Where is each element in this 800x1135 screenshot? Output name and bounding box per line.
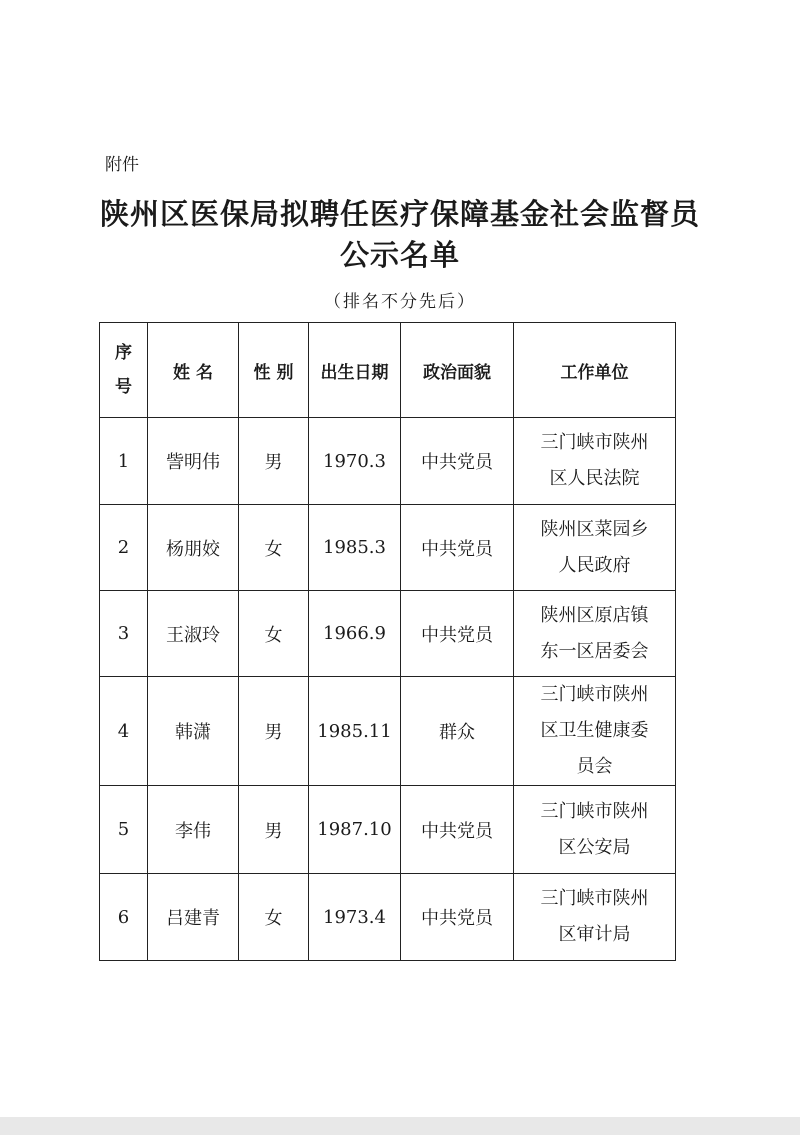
cell-unit-line: 区审计局 (558, 924, 631, 945)
document-title-line2: 公示名单 (339, 238, 460, 272)
cell-unit-line: 人民政府 (558, 554, 631, 576)
document-title: 陕州区医保局拟聘任医疗保障基金社会监督员 (99, 197, 700, 231)
cell-unit-line: 东一区居委会 (540, 640, 649, 662)
cell-seq: 5 (100, 786, 148, 874)
cell-unit (514, 677, 676, 786)
attachment-label: 附件 (105, 155, 139, 175)
member-table (99, 322, 676, 961)
cell-gender: 女 (239, 505, 309, 591)
cell-unit-line: 员会 (576, 756, 613, 777)
cell-birth: 1966.9 (309, 591, 401, 677)
cell-unit (514, 786, 676, 874)
cell-seq: 6 (100, 874, 148, 961)
cell-seq: 2 (100, 505, 148, 591)
cell-unit-line: 三门峡市陕州 (540, 684, 649, 705)
cell-name: 韩潇 (148, 677, 239, 786)
document-subtitle: （排名不分先后） (324, 292, 476, 312)
cell-unit (514, 418, 676, 505)
cell-name: 訾明伟 (148, 418, 239, 505)
header-unit: 工作单位 (514, 323, 676, 418)
table-row (100, 418, 676, 505)
cell-gender: 男 (239, 418, 309, 505)
cell-name: 杨朋姣 (148, 505, 239, 591)
cell-birth: 1985.3 (309, 505, 401, 591)
cell-birth: 1987.10 (309, 786, 401, 874)
header-politics: 政治面貌 (401, 323, 514, 418)
header-seq-line1: 序 (115, 343, 132, 363)
cell-unit-line: 区公安局 (558, 836, 631, 858)
cell-unit (514, 874, 676, 961)
cell-unit-line: 三门峡市陕州 (540, 888, 649, 909)
table-row (100, 874, 676, 961)
cell-seq: 4 (100, 677, 148, 786)
cell-gender: 女 (239, 874, 309, 961)
cell-unit-line: 陕州区菜园乡 (540, 518, 649, 540)
cell-unit-line: 区卫生健康委 (540, 720, 649, 741)
cell-gender: 女 (239, 591, 309, 677)
cell-unit (514, 591, 676, 677)
header-name: 姓 名 (148, 323, 239, 418)
cell-unit-line: 陕州区原店镇 (540, 604, 649, 626)
cell-politics: 中共党员 (401, 505, 514, 591)
cell-birth: 1985.11 (309, 677, 401, 786)
header-seq (100, 323, 148, 418)
table-header-row (100, 323, 676, 418)
table-row (100, 591, 676, 677)
table-row (100, 677, 676, 786)
cell-name: 王淑玲 (148, 591, 239, 677)
cell-birth: 1973.4 (309, 874, 401, 961)
cell-seq: 1 (100, 418, 148, 505)
cell-unit-line: 三门峡市陕州 (540, 800, 649, 822)
table-body (100, 418, 676, 961)
page-bottom-edge (0, 1117, 800, 1135)
cell-politics: 中共党员 (401, 786, 514, 874)
cell-politics: 中共党员 (401, 418, 514, 505)
header-seq-line2: 号 (115, 377, 132, 397)
table-row (100, 786, 676, 874)
cell-unit-line: 三门峡市陕州 (540, 432, 649, 453)
header-birth: 出生日期 (309, 323, 401, 418)
cell-politics: 中共党员 (401, 874, 514, 961)
cell-name: 李伟 (148, 786, 239, 874)
header-gender: 性 别 (239, 323, 309, 418)
cell-unit-line: 区人民法院 (549, 468, 640, 489)
cell-name: 吕建青 (148, 874, 239, 961)
cell-birth: 1970.3 (309, 418, 401, 505)
table-row (100, 505, 676, 591)
cell-gender: 男 (239, 786, 309, 874)
cell-unit (514, 505, 676, 591)
cell-politics: 中共党员 (401, 591, 514, 677)
cell-seq: 3 (100, 591, 148, 677)
cell-gender: 男 (239, 677, 309, 786)
cell-politics: 群众 (401, 677, 514, 786)
